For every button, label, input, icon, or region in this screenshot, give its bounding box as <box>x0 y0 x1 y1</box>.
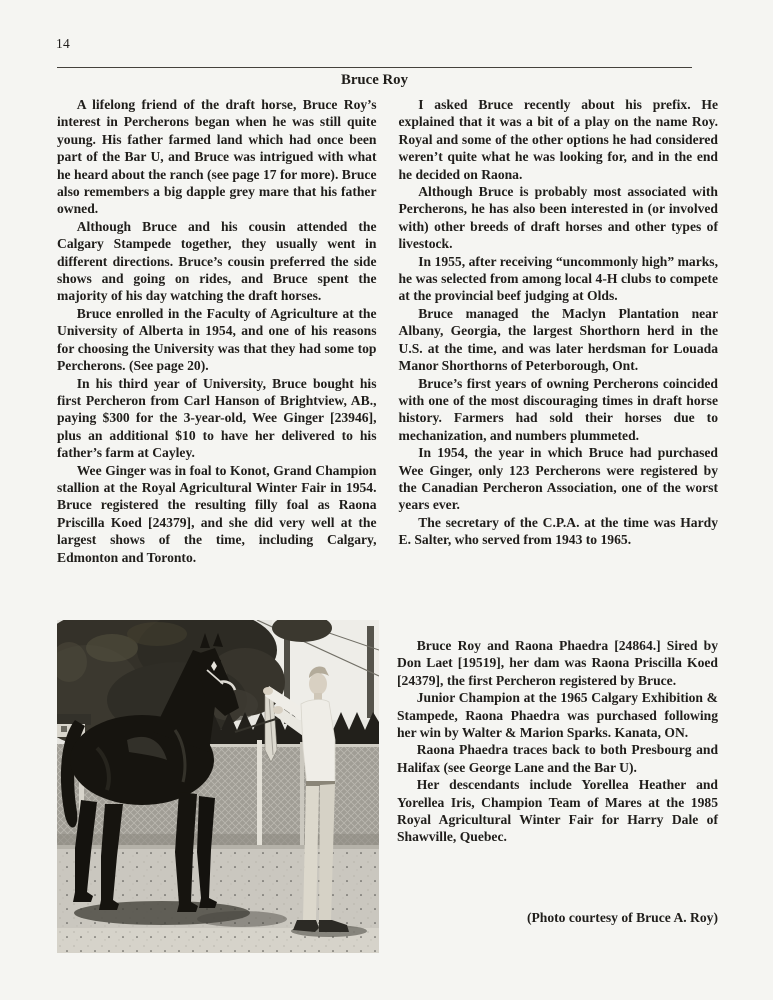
page-title: Bruce Roy <box>341 72 408 88</box>
paragraph: Wee Ginger was in foal to Konot, Grand Champion stallion at the Royal Agricultural Winter Fair in 1954. Bruce registered the resulting filly foal as Raona Priscilla Koed [24379], and she did very well at the largest shows of the time, including Calgary, Edmonton and Toronto. <box>57 462 377 565</box>
paragraph: Raona Phaedra traces back to both Presbourg and Halifax (see George Lane and the Bar U). <box>397 742 718 775</box>
paragraph: In 1955, after receiving “uncommonly high” marks, he was selected from among local 4-H clubs to compete at the provincial beef judging at Olds. <box>398 253 718 304</box>
page-number: 14 <box>56 36 70 51</box>
paragraph: The secretary of the C.P.A. at the time was Hardy E. Salter, who served from 1943 to 1965. <box>398 514 718 548</box>
article-body <box>57 96 718 566</box>
right-column <box>399 96 719 566</box>
horse-photo-illustration <box>57 620 379 953</box>
paragraph: Bruce’s first years of owning Percherons coincided with one of the most discouraging times in draft horse history. Farmers had sold their horses due to mechanization, and numbers plummeted. <box>398 375 718 443</box>
paragraph: Junior Champion at the 1965 Calgary Exhibition & Stampede, Raona Phaedra was purchased following her win by Walter & Marion Sparks. Kanata, ON. <box>397 690 718 741</box>
handler-shirt <box>301 700 335 786</box>
paragraph: I asked Bruce recently about his prefix. He explained that it was a bit of a play on the name Roy. Royal and some of the other options he had considered weren’t quite what he was looking for, and in the end he decided on Raona. <box>398 97 718 182</box>
photo-caption <box>397 637 718 846</box>
handler-face <box>309 673 327 695</box>
paragraph: Bruce managed the Maclyn Plantation near Albany, Georgia, the largest Shorthorn herd in the U.S. at the time, and was later herdsman for Louada Manor Shorthorns of Peterborough, Ont. <box>398 305 718 374</box>
paragraph: Although Bruce and his cousin attended the Calgary Stampede together, they usually went in different directions. Bruce’s cousin preferred the side shows and going on rides, and Bruce spent the majority of his day watching the draft horses. <box>57 218 377 304</box>
paragraph: In 1954, the year in which Bruce had purchased Wee Ginger, only 123 Percherons were registered by the Canadian Percheron Association, one of the worst years ever. <box>398 445 718 513</box>
handler-shoe <box>293 920 319 932</box>
paragraph: Bruce Roy and Raona Phaedra [24864.] Sired by Don Laet [19519], her dam was Raona Priscilla Koed [24379], the first Percheron registered by Bruce. <box>397 638 718 688</box>
left-column <box>57 96 377 566</box>
paragraph: A lifelong friend of the draft horse, Bruce Roy’s interest in Percherons began when he was still quite young. His father farmed land which had once been part of the Bar U, and Bruce was intrigued with what he heard about the ranch (see page 17 for more). Bruce also remembers a big dapple grey mare that his father owned. <box>57 97 377 217</box>
paragraph: Bruce enrolled in the Faculty of Agriculture at the University of Alberta in 1954, and one of his reasons for choosing the University was that they had some top Percherons. (See page 20). <box>57 305 377 374</box>
paragraph: Although Bruce is probably most associated with Percherons, he has also been interested in (or involved with) other breeds of draft horses and other types of livestock. <box>398 184 718 252</box>
paragraph: In his third year of University, Bruce bought his first Percheron from Carl Hanson of Brightview, AB., paying $300 for the 3-year-old, Wee Ginger [23946], plus an additional $10 to have her delivered to his father’s farm at Cayley. <box>57 375 377 461</box>
photo-credit: (Photo courtesy of Bruce A. Roy) <box>526 910 718 925</box>
header-rule <box>57 67 692 68</box>
paragraph: Her descendants include Yorellea Heather and Yorellea Iris, Champion Team of Mares at the 1985 Royal Agricultural Winter Fair for Harry Dale of Shawville, Quebec. <box>397 777 718 845</box>
horse-photo <box>57 620 379 953</box>
